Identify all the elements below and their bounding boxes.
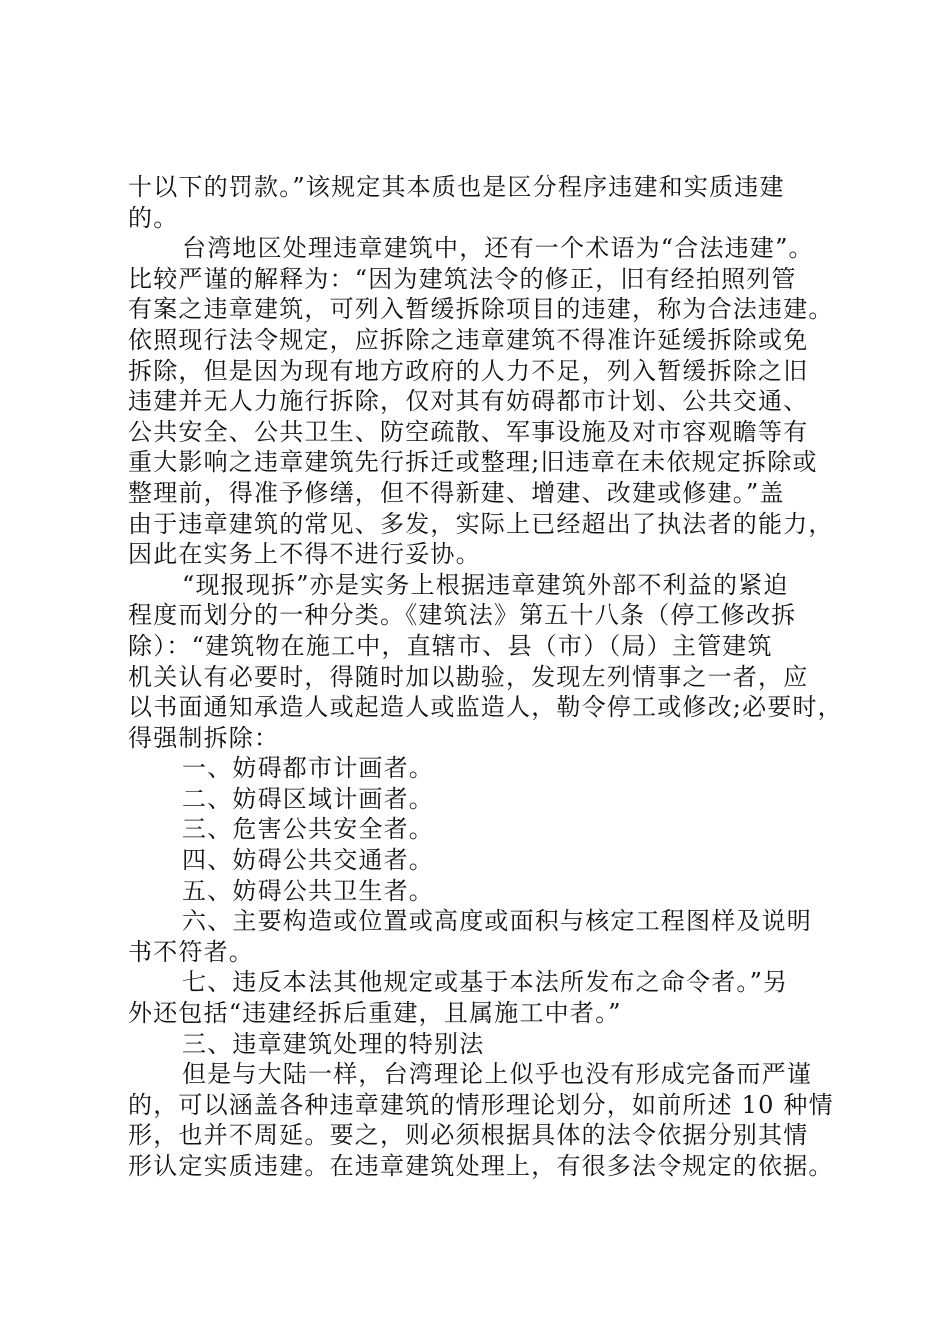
text-line: 形认定实质违建。在违章建筑处理上，有很多法令规定的依据。	[128, 1152, 834, 1180]
text-line: 的，可以涵盖各种违章建筑的情形理论划分，如前所述 10 种情	[128, 1090, 834, 1119]
text-line: 外还包括“违建经拆后重建，且属施工中者。”	[128, 999, 622, 1028]
text-line: 书不符者。	[128, 937, 254, 966]
text-line: 的。	[128, 203, 179, 232]
text-line: 比较严谨的解释为：“因为建筑法令的修正，旧有经拍照列管	[128, 264, 797, 293]
text-line: “现报现拆”亦是实务上根据违章建筑外部不利益的紧迫	[182, 570, 789, 599]
text-line: 六、主要构造或位置或高度或面积与核定工程图样及说明	[182, 907, 812, 936]
text-line: 四、妨碍公共交通者。	[182, 846, 434, 875]
text-line: 形，也并不周延。要之，则必须根据具体的法令依据分别其情	[128, 1121, 809, 1150]
text-line: 五、妨碍公共卫生者。	[182, 876, 434, 905]
text-line: 依照现行法令规定，应拆除之违章建筑不得准许延缓拆除或免	[128, 325, 809, 354]
text-line: 七、违反本法其他规定或基于本法所发布之命令者。”另	[182, 968, 789, 997]
text-line: 一、妨碍都市计画者。	[182, 754, 434, 783]
text-line: 拆除，但是因为现有地方政府的人力不足，列入暂缓拆除之旧	[128, 356, 809, 385]
text-line: 机关认有必要时，得随时加以勘验，发现左列情事之一者，应	[128, 662, 809, 691]
text-line: 三、危害公共安全者。	[182, 815, 434, 844]
text-line: 但是与大陆一样，台湾理论上似乎也没有形成完备而严谨	[182, 1060, 812, 1089]
text-line: 二、妨碍区域计画者。	[182, 784, 434, 813]
text-line: 十以下的罚款。”该规定其本质也是区分程序违建和实质违建	[128, 173, 785, 201]
text-line: 台湾地区处理违章建筑中，还有一个术语为“合法违建”。	[182, 234, 814, 263]
text-line: 三、违章建筑处理的特别法	[182, 1029, 485, 1058]
text-line: 公共安全、公共卫生、防空疏散、军事设施及对市容观瞻等有	[128, 417, 809, 446]
text-line: 得强制拆除：	[128, 723, 280, 752]
text-line: 除）：“建筑物在施工中，直辖市、县（市）（局）主管建筑	[128, 631, 773, 660]
text-line: 因此在实务上不得不进行妥协。	[128, 540, 481, 569]
text-line: 以书面通知承造人或起造人或监造人，勒令停工或修改;必要时，	[128, 693, 843, 722]
text-line: 有案之违章建筑，可列入暂缓拆除项目的违建，称为合法违建。	[128, 295, 834, 324]
text-line: 重大影响之违章建筑先行拆迁或整理;旧违章在未依规定拆除或	[128, 448, 818, 477]
text-line: 整理前，得准予修缮，但不得新建、增建、改建或修建。”盖	[128, 478, 785, 507]
text-line: 由于违章建筑的常见、多发，实际上已经超出了执法者的能力，	[128, 509, 834, 538]
document-body	[128, 172, 850, 1182]
text-line: 违建并无人力施行拆除，仅对其有妨碍都市计划、公共交通、	[128, 387, 809, 416]
text-line: 程度而划分的一种分类。《建筑法》第五十八条（停工修改拆	[128, 601, 797, 630]
